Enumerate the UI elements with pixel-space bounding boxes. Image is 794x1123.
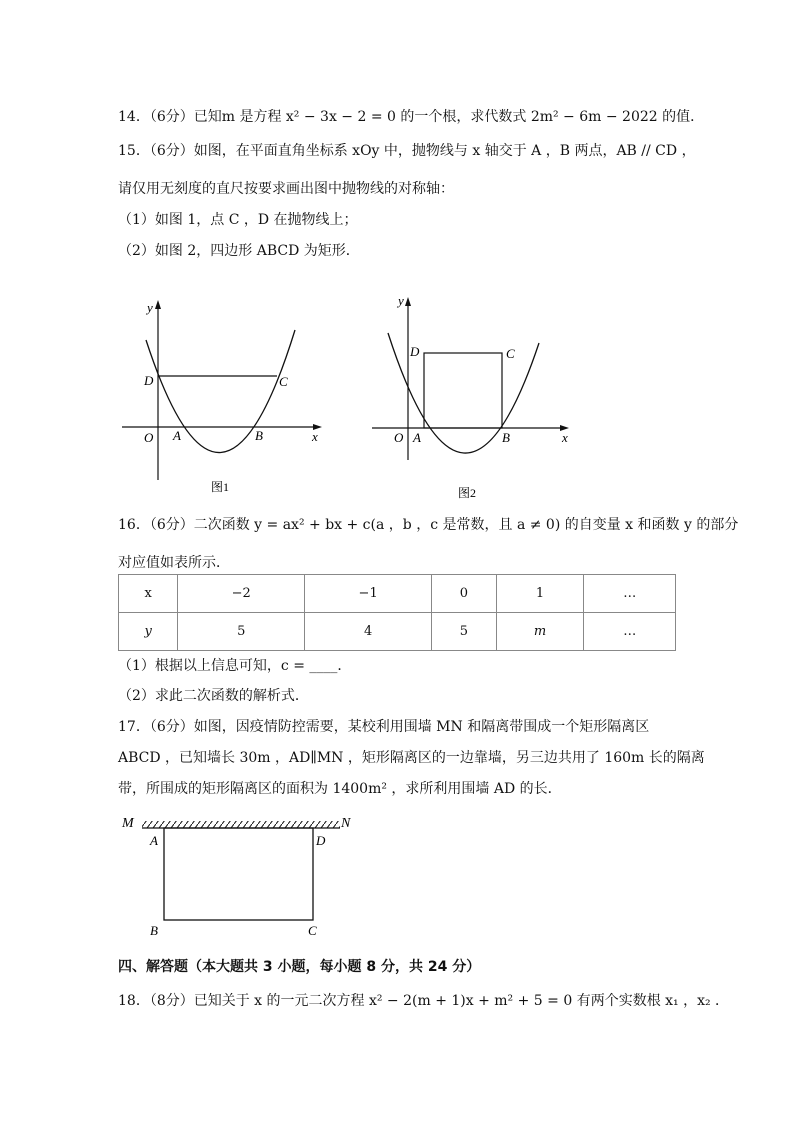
table-cell: m <box>496 613 584 651</box>
table-cell: … <box>584 575 676 613</box>
fig3-m-label: M <box>122 816 134 831</box>
fig3-c-label: C <box>308 923 317 938</box>
table-cell: x <box>119 575 178 613</box>
table-cell: 4 <box>305 613 432 651</box>
table-cell: −2 <box>178 575 305 613</box>
fig3-a-label: A <box>150 833 158 848</box>
figure-1 <box>118 290 333 500</box>
question-16-part1: （1）根据以上信息可知，c = ____． <box>118 658 352 674</box>
fig3-b-label: B <box>150 923 158 938</box>
table-cell: y <box>119 613 178 651</box>
value-table <box>118 574 676 651</box>
fig1-o-label: O <box>144 430 154 445</box>
question-16-part2: （2）求此二次函数的解析式． <box>118 688 309 704</box>
section-4-heading: 四、解答题（本大题共 3 小题，每小题 8 分，共 24 分） <box>118 959 481 975</box>
question-17-line2: ABCD ，已知墙长 30m ，AD∥MN ，矩形隔离区的一边靠墙，另三边共用了 160m 长的隔离 <box>118 750 705 766</box>
table-cell: 5 <box>178 613 305 651</box>
figure-3 <box>118 808 368 943</box>
fig2-caption: 图2 <box>458 486 477 500</box>
question-15-line2: 请仅用无刻度的直尺按要求画出图中抛物线的对称轴： <box>118 181 454 197</box>
table-cell: −1 <box>305 575 432 613</box>
fig3-d-label: D <box>316 833 326 848</box>
question-18: 18．（8分）已知关于 x 的一元二次方程 x² − 2(m + 1)x + m² + 5 = 0 有两个实数根 x₁ ，x₂ ． <box>118 993 730 1009</box>
fig1-b-label: B <box>255 428 263 443</box>
table-cell: 5 <box>432 613 497 651</box>
table-cell: 0 <box>432 575 497 613</box>
table-row-x <box>119 575 676 613</box>
fig1-y-label: y <box>147 300 153 315</box>
question-15-part1: （1）如图 1，点 C ，D 在抛物线上； <box>118 212 358 228</box>
question-15-part2: （2）如图 2，四边形 ABCD 为矩形． <box>118 243 360 259</box>
fig2-d-label: D <box>410 344 420 359</box>
fig1-d-label: D <box>144 373 154 388</box>
table-row-y <box>119 613 676 651</box>
fig2-x-label: x <box>562 430 568 445</box>
question-16-line1: 16．（6分）二次函数 y = ax² + bx + c(a ，b ，c 是常数，且 a ≠ 0) 的自变量 x 和函数 y 的部分 <box>118 517 739 533</box>
question-16-line2: 对应值如表所示． <box>118 555 230 571</box>
fig1-caption: 图1 <box>211 480 230 494</box>
question-17-line1: 17．（6分）如图，因疫情防控需要，某校利用围墙 MN 和隔离带围成一个矩形隔离区 <box>118 719 650 735</box>
fig2-o-label: O <box>394 430 404 445</box>
question-14: 14．（6分）已知m 是方程 x² − 3x − 2 = 0 的一个根，求代数式 2m² − 6m − 2022 的值． <box>118 109 705 125</box>
fig1-a-label: A <box>173 428 181 443</box>
question-17-line3: 带，所围成的矩形隔离区的面积为 1400m² ，求所利用围墙 AD 的长． <box>118 781 562 797</box>
fig1-c-label: C <box>279 374 288 389</box>
fig2-c-label: C <box>506 346 515 361</box>
table-cell: … <box>584 613 676 651</box>
fig3-n-label: N <box>341 816 351 831</box>
fig2-b-label: B <box>502 430 510 445</box>
fig2-y-label: y <box>398 293 404 308</box>
fig1-x-label: x <box>312 429 318 444</box>
table-cell: 1 <box>496 575 584 613</box>
question-15-line1: 15．（6分）如图，在平面直角坐标系 xOy 中，抛物线与 x 轴交于 A ，B 两点，AB // CD ， <box>118 143 696 159</box>
fig2-a-label: A <box>413 430 421 445</box>
figure-2 <box>368 285 578 500</box>
